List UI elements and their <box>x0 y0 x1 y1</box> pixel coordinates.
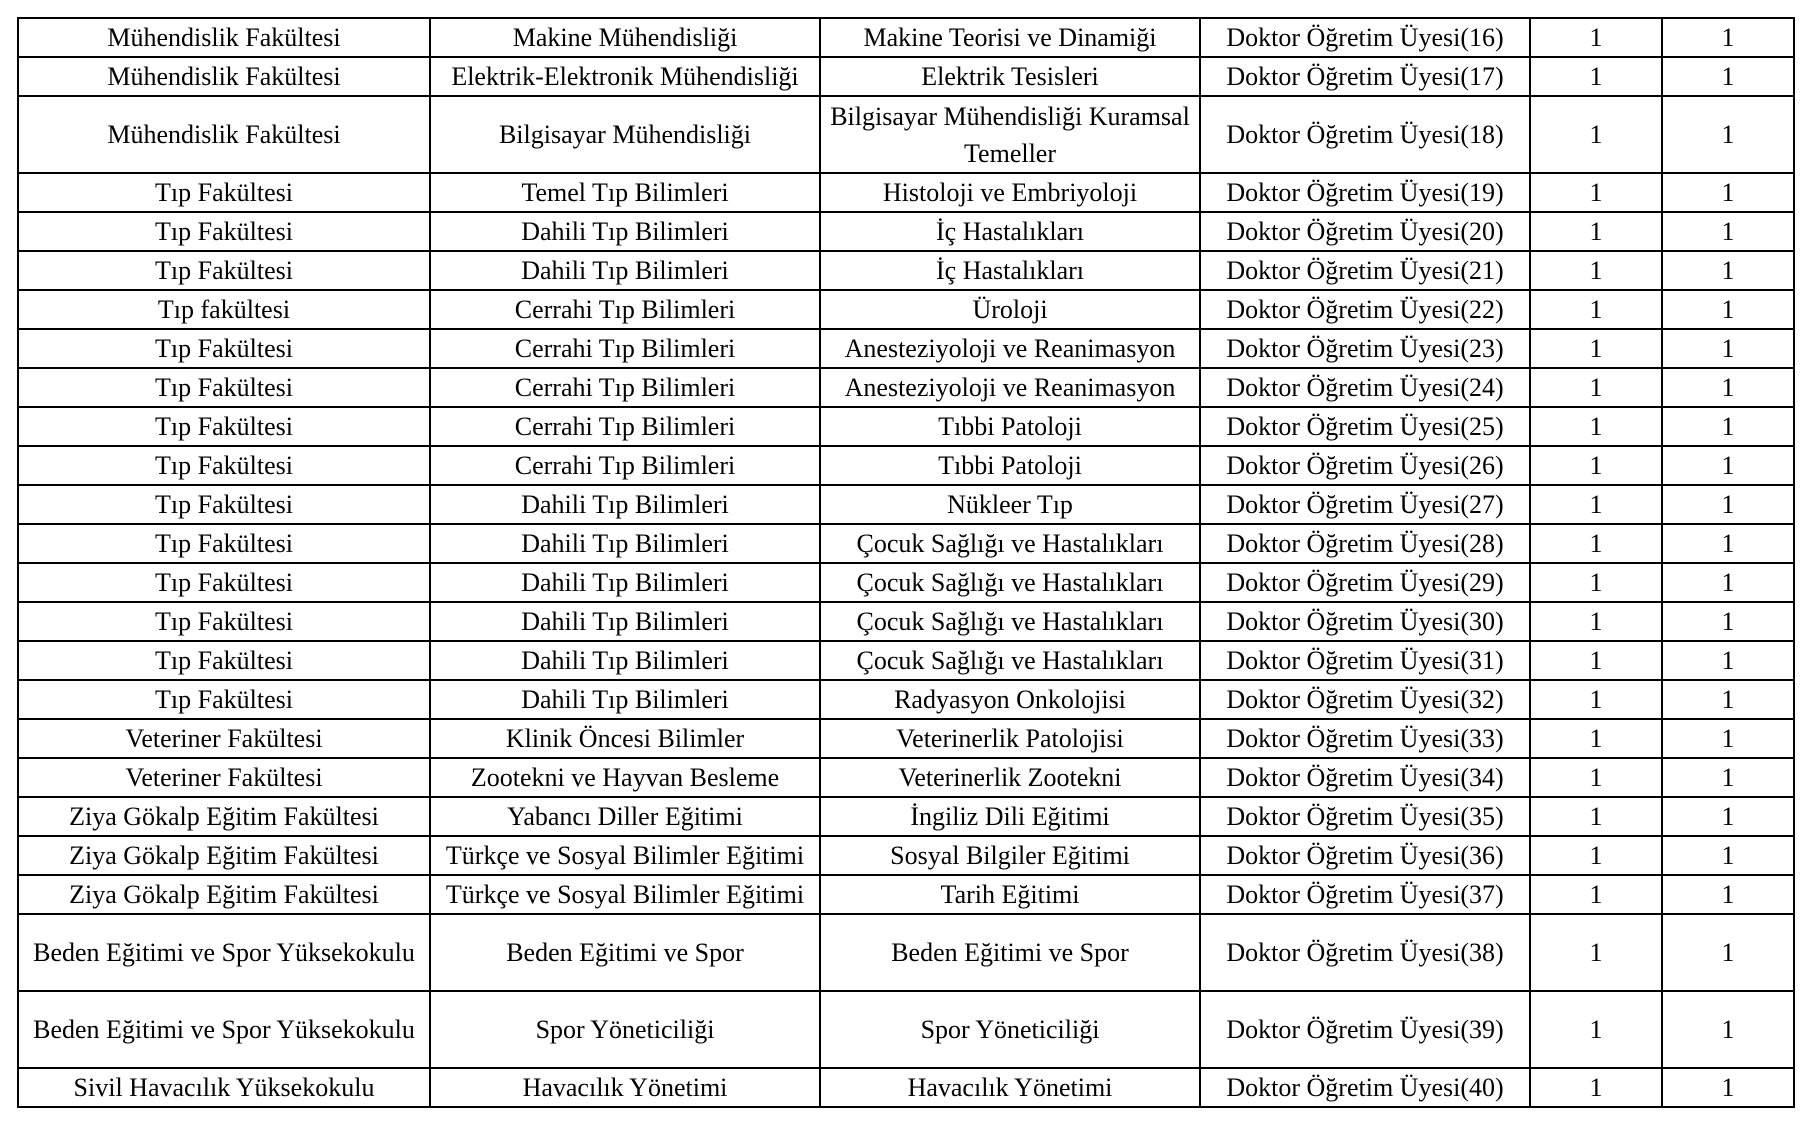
count-cell: 1 <box>1530 290 1662 329</box>
count-cell: 1 <box>1530 96 1662 173</box>
count-cell: 1 <box>1530 641 1662 680</box>
title-cell: Doktor Öğretim Üyesi(20) <box>1200 212 1530 251</box>
table-row <box>18 991 1794 1068</box>
title-cell: Doktor Öğretim Üyesi(32) <box>1200 680 1530 719</box>
quota-cell: 1 <box>1662 368 1794 407</box>
faculty-cell: Sivil Havacılık Yüksekokulu <box>18 1068 430 1107</box>
program-cell: Radyasyon Onkolojisi <box>820 680 1200 719</box>
count-cell: 1 <box>1530 407 1662 446</box>
faculty-cell: Veteriner Fakültesi <box>18 719 430 758</box>
faculty-cell: Mühendislik Fakültesi <box>18 96 430 173</box>
quota-cell: 1 <box>1662 875 1794 914</box>
program-cell: İngiliz Dili Eğitimi <box>820 797 1200 836</box>
program-cell: Havacılık Yönetimi <box>820 1068 1200 1107</box>
table-row <box>18 797 1794 836</box>
program-cell: İç Hastalıkları <box>820 212 1200 251</box>
title-cell: Doktor Öğretim Üyesi(22) <box>1200 290 1530 329</box>
department-cell: Klinik Öncesi Bilimler <box>430 719 820 758</box>
title-cell: Doktor Öğretim Üyesi(24) <box>1200 368 1530 407</box>
count-cell: 1 <box>1530 875 1662 914</box>
table-row <box>18 329 1794 368</box>
program-cell: Veterinerlik Zootekni <box>820 758 1200 797</box>
quota-cell: 1 <box>1662 524 1794 563</box>
quota-cell: 1 <box>1662 1068 1794 1107</box>
table-row <box>18 641 1794 680</box>
program-cell: Anesteziyoloji ve Reanimasyon <box>820 329 1200 368</box>
count-cell: 1 <box>1530 719 1662 758</box>
table-row <box>18 446 1794 485</box>
department-cell: Cerrahi Tıp Bilimleri <box>430 329 820 368</box>
title-cell: Doktor Öğretim Üyesi(37) <box>1200 875 1530 914</box>
department-cell: Dahili Tıp Bilimleri <box>430 485 820 524</box>
quota-cell: 1 <box>1662 407 1794 446</box>
quota-cell: 1 <box>1662 446 1794 485</box>
quota-cell: 1 <box>1662 18 1794 57</box>
faculty-cell: Tıp Fakültesi <box>18 602 430 641</box>
faculty-cell: Mühendislik Fakültesi <box>18 57 430 96</box>
program-cell: Histoloji ve Embriyoloji <box>820 173 1200 212</box>
table-row <box>18 57 1794 96</box>
department-cell: Türkçe ve Sosyal Bilimler Eğitimi <box>430 875 820 914</box>
quota-cell: 1 <box>1662 641 1794 680</box>
table-row <box>18 407 1794 446</box>
table-row <box>18 368 1794 407</box>
program-cell: Spor Yöneticiliği <box>820 991 1200 1068</box>
count-cell: 1 <box>1530 251 1662 290</box>
count-cell: 1 <box>1530 1068 1662 1107</box>
count-cell: 1 <box>1530 680 1662 719</box>
title-cell: Doktor Öğretim Üyesi(35) <box>1200 797 1530 836</box>
count-cell: 1 <box>1530 602 1662 641</box>
faculty-cell: Ziya Gökalp Eğitim Fakültesi <box>18 797 430 836</box>
table-row <box>18 875 1794 914</box>
program-cell: Çocuk Sağlığı ve Hastalıkları <box>820 602 1200 641</box>
faculty-cell: Tıp Fakültesi <box>18 251 430 290</box>
table-row <box>18 680 1794 719</box>
quota-cell: 1 <box>1662 758 1794 797</box>
table-row <box>18 563 1794 602</box>
count-cell: 1 <box>1530 329 1662 368</box>
title-cell: Doktor Öğretim Üyesi(39) <box>1200 991 1530 1068</box>
count-cell: 1 <box>1530 485 1662 524</box>
program-cell: Tarih Eğitimi <box>820 875 1200 914</box>
program-cell: Makine Teorisi ve Dinamiği <box>820 18 1200 57</box>
faculty-cell: Tıp Fakültesi <box>18 641 430 680</box>
department-cell: Beden Eğitimi ve Spor <box>430 914 820 991</box>
faculty-cell: Tıp Fakültesi <box>18 524 430 563</box>
quota-cell: 1 <box>1662 797 1794 836</box>
quota-cell: 1 <box>1662 680 1794 719</box>
title-cell: Doktor Öğretim Üyesi(28) <box>1200 524 1530 563</box>
department-cell: Dahili Tıp Bilimleri <box>430 251 820 290</box>
title-cell: Doktor Öğretim Üyesi(25) <box>1200 407 1530 446</box>
count-cell: 1 <box>1530 563 1662 602</box>
quota-cell: 1 <box>1662 173 1794 212</box>
title-cell: Doktor Öğretim Üyesi(31) <box>1200 641 1530 680</box>
program-cell: Çocuk Sağlığı ve Hastalıkları <box>820 641 1200 680</box>
faculty-cell: Ziya Gökalp Eğitim Fakültesi <box>18 875 430 914</box>
department-cell: Cerrahi Tıp Bilimleri <box>430 446 820 485</box>
count-cell: 1 <box>1530 57 1662 96</box>
table-row <box>18 602 1794 641</box>
faculty-cell: Tıp Fakültesi <box>18 173 430 212</box>
quota-cell: 1 <box>1662 991 1794 1068</box>
department-cell: Cerrahi Tıp Bilimleri <box>430 368 820 407</box>
department-cell: Dahili Tıp Bilimleri <box>430 212 820 251</box>
department-cell: Havacılık Yönetimi <box>430 1068 820 1107</box>
program-cell: Çocuk Sağlığı ve Hastalıkları <box>820 524 1200 563</box>
title-cell: Doktor Öğretim Üyesi(21) <box>1200 251 1530 290</box>
department-cell: Temel Tıp Bilimleri <box>430 173 820 212</box>
program-cell: Bilgisayar Mühendisliği Kuramsal Temeller <box>820 96 1200 173</box>
table-body <box>18 18 1794 1107</box>
table-row <box>18 719 1794 758</box>
faculty-cell: Tıp Fakültesi <box>18 329 430 368</box>
title-cell: Doktor Öğretim Üyesi(34) <box>1200 758 1530 797</box>
faculty-cell: Beden Eğitimi ve Spor Yüksekokulu <box>18 991 430 1068</box>
department-cell: Yabancı Diller Eğitimi <box>430 797 820 836</box>
quota-cell: 1 <box>1662 96 1794 173</box>
faculty-cell: Tıp Fakültesi <box>18 407 430 446</box>
program-cell: Veterinerlik Patolojisi <box>820 719 1200 758</box>
count-cell: 1 <box>1530 991 1662 1068</box>
count-cell: 1 <box>1530 797 1662 836</box>
faculty-cell: Tıp Fakültesi <box>18 485 430 524</box>
quota-cell: 1 <box>1662 251 1794 290</box>
department-cell: Dahili Tıp Bilimleri <box>430 602 820 641</box>
title-cell: Doktor Öğretim Üyesi(36) <box>1200 836 1530 875</box>
department-cell: Zootekni ve Hayvan Besleme <box>430 758 820 797</box>
table-row <box>18 290 1794 329</box>
department-cell: Makine Mühendisliği <box>430 18 820 57</box>
program-cell: Üroloji <box>820 290 1200 329</box>
count-cell: 1 <box>1530 524 1662 563</box>
count-cell: 1 <box>1530 836 1662 875</box>
count-cell: 1 <box>1530 212 1662 251</box>
title-cell: Doktor Öğretim Üyesi(17) <box>1200 57 1530 96</box>
count-cell: 1 <box>1530 758 1662 797</box>
quota-cell: 1 <box>1662 719 1794 758</box>
quota-cell: 1 <box>1662 836 1794 875</box>
table-row <box>18 1068 1794 1107</box>
program-cell: Tıbbi Patoloji <box>820 446 1200 485</box>
table-row <box>18 836 1794 875</box>
title-cell: Doktor Öğretim Üyesi(33) <box>1200 719 1530 758</box>
table-row <box>18 524 1794 563</box>
table-row <box>18 212 1794 251</box>
department-cell: Dahili Tıp Bilimleri <box>430 524 820 563</box>
quota-cell: 1 <box>1662 563 1794 602</box>
department-cell: Dahili Tıp Bilimleri <box>430 641 820 680</box>
department-cell: Spor Yöneticiliği <box>430 991 820 1068</box>
faculty-cell: Mühendislik Fakültesi <box>18 18 430 57</box>
quota-cell: 1 <box>1662 329 1794 368</box>
table-row <box>18 18 1794 57</box>
faculty-cell: Tıp Fakültesi <box>18 446 430 485</box>
quota-cell: 1 <box>1662 914 1794 991</box>
table-row <box>18 758 1794 797</box>
title-cell: Doktor Öğretim Üyesi(23) <box>1200 329 1530 368</box>
title-cell: Doktor Öğretim Üyesi(40) <box>1200 1068 1530 1107</box>
program-cell: Beden Eğitimi ve Spor <box>820 914 1200 991</box>
title-cell: Doktor Öğretim Üyesi(38) <box>1200 914 1530 991</box>
department-cell: Dahili Tıp Bilimleri <box>430 563 820 602</box>
count-cell: 1 <box>1530 914 1662 991</box>
program-cell: Sosyal Bilgiler Eğitimi <box>820 836 1200 875</box>
quota-cell: 1 <box>1662 212 1794 251</box>
faculty-cell: Veteriner Fakültesi <box>18 758 430 797</box>
faculty-cell: Tıp Fakültesi <box>18 368 430 407</box>
count-cell: 1 <box>1530 18 1662 57</box>
quota-cell: 1 <box>1662 485 1794 524</box>
department-cell: Cerrahi Tıp Bilimleri <box>430 290 820 329</box>
faculty-cell: Tıp Fakültesi <box>18 212 430 251</box>
title-cell: Doktor Öğretim Üyesi(19) <box>1200 173 1530 212</box>
faculty-cell: Tıp Fakültesi <box>18 563 430 602</box>
department-cell: Dahili Tıp Bilimleri <box>430 680 820 719</box>
table-row <box>18 485 1794 524</box>
program-cell: İç Hastalıkları <box>820 251 1200 290</box>
count-cell: 1 <box>1530 446 1662 485</box>
department-cell: Türkçe ve Sosyal Bilimler Eğitimi <box>430 836 820 875</box>
title-cell: Doktor Öğretim Üyesi(18) <box>1200 96 1530 173</box>
staff-position-table <box>17 17 1795 1108</box>
count-cell: 1 <box>1530 173 1662 212</box>
table-row <box>18 914 1794 991</box>
quota-cell: 1 <box>1662 602 1794 641</box>
department-cell: Bilgisayar Mühendisliği <box>430 96 820 173</box>
table-row <box>18 173 1794 212</box>
program-cell: Çocuk Sağlığı ve Hastalıkları <box>820 563 1200 602</box>
table-row <box>18 251 1794 290</box>
program-cell: Tıbbi Patoloji <box>820 407 1200 446</box>
quota-cell: 1 <box>1662 290 1794 329</box>
faculty-cell: Tıp fakültesi <box>18 290 430 329</box>
title-cell: Doktor Öğretim Üyesi(30) <box>1200 602 1530 641</box>
department-cell: Cerrahi Tıp Bilimleri <box>430 407 820 446</box>
program-cell: Nükleer Tıp <box>820 485 1200 524</box>
program-cell: Anesteziyoloji ve Reanimasyon <box>820 368 1200 407</box>
title-cell: Doktor Öğretim Üyesi(29) <box>1200 563 1530 602</box>
title-cell: Doktor Öğretim Üyesi(16) <box>1200 18 1530 57</box>
department-cell: Elektrik-Elektronik Mühendisliği <box>430 57 820 96</box>
faculty-cell: Ziya Gökalp Eğitim Fakültesi <box>18 836 430 875</box>
count-cell: 1 <box>1530 368 1662 407</box>
title-cell: Doktor Öğretim Üyesi(26) <box>1200 446 1530 485</box>
faculty-cell: Beden Eğitimi ve Spor Yüksekokulu <box>18 914 430 991</box>
faculty-cell: Tıp Fakültesi <box>18 680 430 719</box>
title-cell: Doktor Öğretim Üyesi(27) <box>1200 485 1530 524</box>
quota-cell: 1 <box>1662 57 1794 96</box>
program-cell: Elektrik Tesisleri <box>820 57 1200 96</box>
table-row <box>18 96 1794 173</box>
